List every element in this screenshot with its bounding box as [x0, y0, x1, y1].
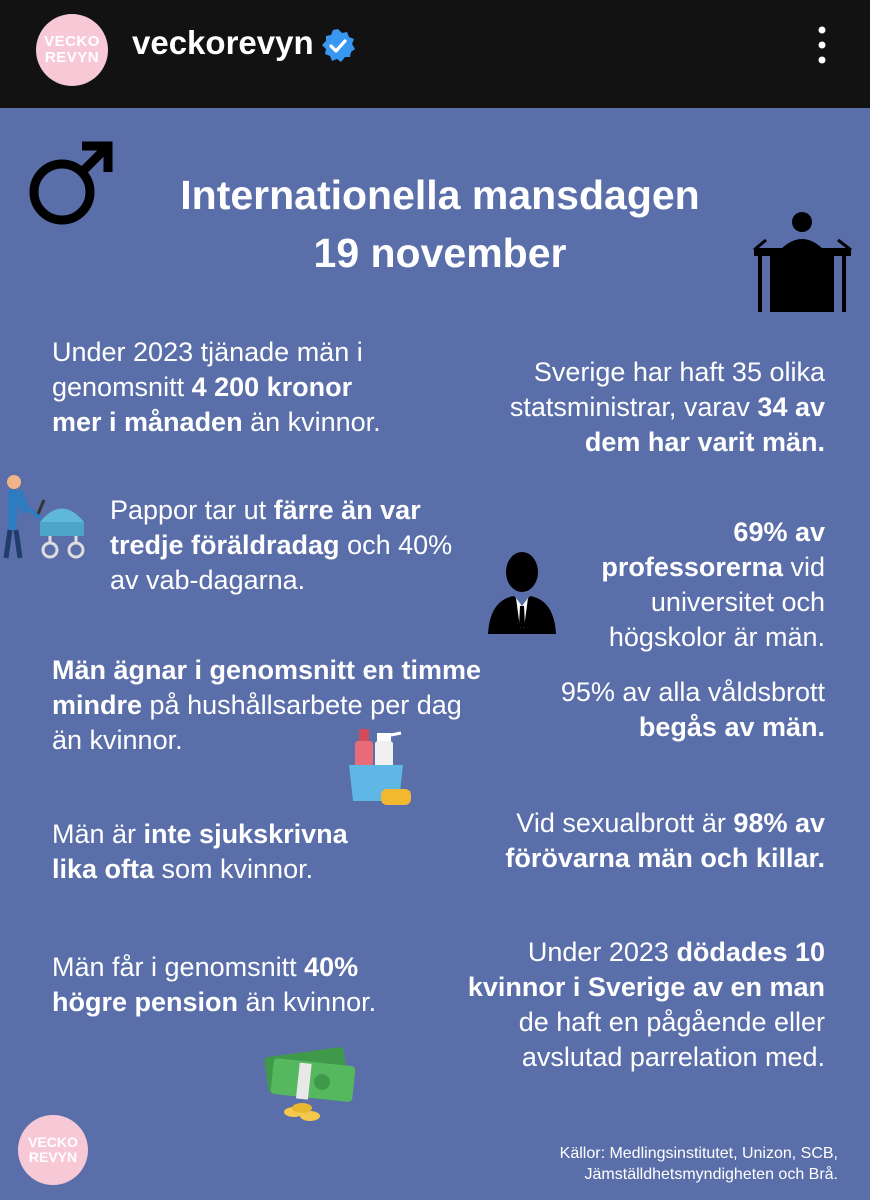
fact-text: Män är: [52, 819, 144, 849]
fact-femicide: [455, 935, 825, 1075]
fact-pension: [52, 950, 397, 1020]
fact-violent-crime: [550, 675, 825, 745]
fact-professors: [560, 515, 825, 655]
verified-badge-icon: [320, 28, 356, 64]
username-link[interactable]: veckorevyn: [132, 24, 314, 61]
fact-text: Män får i genomsnitt: [52, 952, 305, 982]
fact-highlight: 4 200 kronor mer i månaden: [52, 372, 353, 437]
fact-prime-ministers: [480, 355, 825, 460]
fact-text: Pappor tar ut: [110, 495, 274, 525]
sources-note: [560, 1143, 838, 1185]
speaker-podium-icon: [750, 210, 855, 315]
fact-text: 95% av alla våldsbrott: [560, 677, 825, 707]
fact-text: som kvinnor.: [154, 854, 314, 884]
footer-logo-line2: REVYN: [28, 1149, 78, 1165]
professor-silhouette-icon: [486, 548, 558, 634]
male-symbol-icon: [24, 138, 116, 230]
fact-highlight: Män ägnar i genomsnitt en timme mindre: [52, 655, 482, 720]
fact-text: än kvinnor.: [238, 987, 377, 1017]
post-header: [0, 0, 870, 108]
fact-highlight: 40% högre pension: [52, 952, 359, 1017]
page-title: Internationella mansdagen: [180, 172, 700, 218]
fact-sexual-crime: [480, 806, 825, 876]
avatar-text-line1: VECKO: [44, 33, 100, 50]
fact-highlight: 69% av professorerna: [601, 517, 825, 582]
more-options-icon[interactable]: [810, 22, 834, 68]
fact-housework: [52, 653, 482, 758]
fact-text: på hushållsarbete per dag än kvinnor.: [52, 690, 462, 755]
fact-text: och 40% av vab-dagarna.: [110, 530, 453, 595]
fact-highlight: dödades 10 kvinnor i Sverige av en man: [467, 937, 825, 1002]
fact-salary-gap: [52, 335, 402, 440]
page-subtitle-date: 19 november: [313, 230, 567, 276]
avatar-text-line2: REVYN: [44, 49, 100, 66]
footer-logo: [18, 1115, 88, 1185]
footer-logo-line1: VECKO: [28, 1134, 78, 1150]
fact-parental-leave: [110, 493, 455, 598]
money-stack-icon: [262, 1038, 362, 1123]
fact-text: än kvinnor.: [242, 407, 381, 437]
profile-avatar[interactable]: [36, 14, 108, 86]
sources-line1: Källor: Medlingsinstitutet, Unizon, SCB,: [559, 1145, 838, 1162]
cleaning-supplies-icon: [345, 725, 415, 810]
fact-highlight: 34 av dem har varit män.: [584, 392, 825, 457]
fact-text: Under 2023 tjänade män i genomsnitt: [52, 337, 363, 402]
fact-text: Under 2023: [527, 937, 677, 967]
father-with-stroller-icon: [0, 470, 90, 565]
fact-text: Vid sexualbrott är: [516, 808, 734, 838]
fact-text: vid universitet och högskolor är män.: [608, 552, 825, 652]
fact-text: de haft en pågående eller avslutad parrelation med.: [518, 1007, 825, 1072]
fact-highlight: färre än var tredje föräldradag: [110, 495, 421, 560]
fact-highlight: 98% av förövarna män och killar.: [505, 808, 825, 873]
fact-sick-leave: [52, 817, 382, 887]
fact-text: Sverige har haft 35 olika statsministrar, varav: [509, 357, 825, 422]
sources-line2: Jämställdhetsmyndigheten och Brå.: [584, 1166, 838, 1183]
fact-highlight: begås av män.: [638, 712, 825, 742]
fact-highlight: inte sjukskrivna lika ofta: [52, 819, 348, 884]
